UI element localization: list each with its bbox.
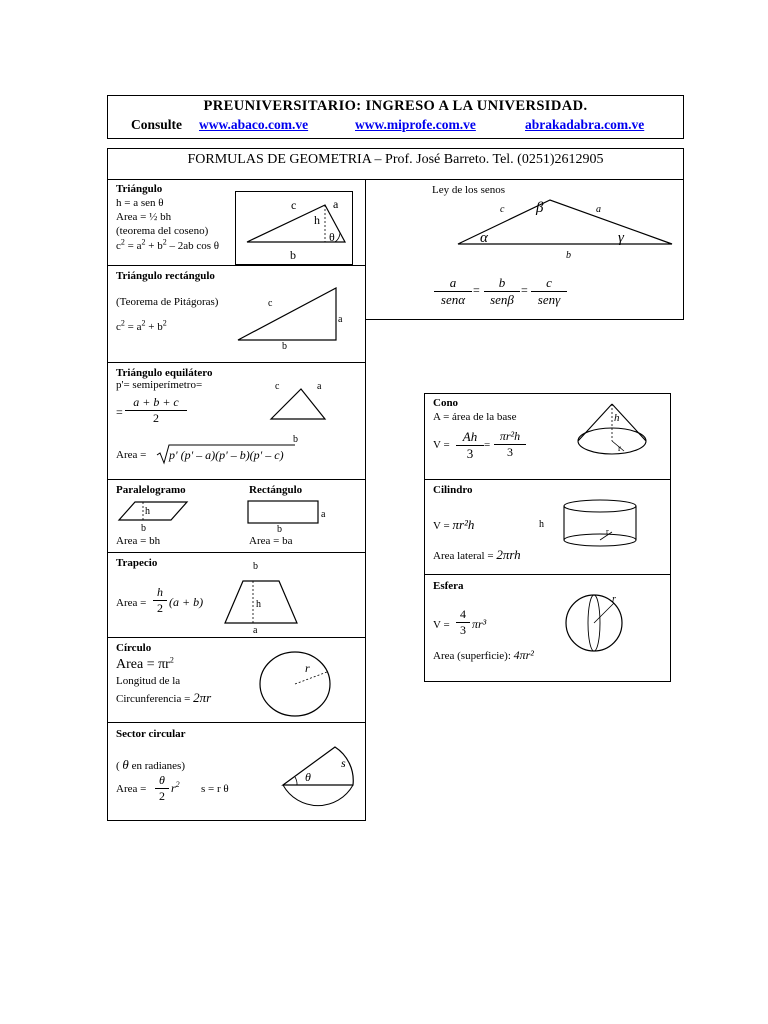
triequi-title: Triángulo equilátero [116, 367, 213, 379]
circulo-area: Area = $\pi r^2$ [116, 655, 174, 672]
fig-label-a: a [321, 509, 326, 520]
senos-fraction-a: a senα [434, 275, 472, 308]
triequi-sub: p'= semiperímetro= [116, 379, 203, 391]
ley-senos-figure [452, 190, 682, 262]
semiperimetro-fraction: a + b + c 2 [125, 395, 187, 426]
fig-label-a: a [596, 204, 601, 215]
trirect-sub: (Teorema de Pitágoras) [116, 296, 219, 308]
sector-area-label: Area = [116, 783, 147, 795]
esfera-fraction: 4 3 [456, 607, 470, 638]
triequi-figure [267, 379, 337, 447]
fig-label-beta: β [536, 200, 544, 216]
header-title: PREUNIVERSITARIO: INGRESO A LA UNIVERSIDAD. [203, 98, 588, 114]
cell-triangulo-rectangulo [107, 266, 366, 363]
cell-triangulo-equilatero [107, 363, 366, 480]
fig-label-h: h [145, 506, 150, 517]
triangulo-title: Triángulo [116, 183, 163, 195]
sector-figure [277, 745, 367, 817]
fig-label-b: b [277, 524, 282, 535]
paralelogramo-title: Paralelogramo [116, 484, 186, 496]
triangulo-line1: h = a sen θ [116, 197, 164, 209]
trirect-title: Triángulo rectángulo [116, 270, 215, 282]
fig-label-b: b [253, 561, 258, 572]
pitagoras-formula: $c^2 = a^2 + b^2$ [116, 318, 167, 333]
esfera-v-label: V = [433, 619, 450, 631]
fig-label-s: s [341, 756, 346, 770]
heron-formula: p' (p' – a)(p' – b)(p' – c) [169, 448, 284, 462]
senos-eq-1: = [473, 283, 480, 297]
senos-eq-2: = [521, 283, 528, 297]
fig-label-c: c [291, 198, 297, 212]
circulo-long1: Longitud de la [116, 675, 181, 687]
link-abaco[interactable]: www.abaco.com.ve [199, 117, 309, 132]
fig-label-c: c [500, 204, 505, 215]
cell-cilindro [424, 480, 671, 575]
link-miprofe[interactable]: www.miprofe.com.ve [355, 117, 476, 132]
cilindro-lateral: Area lateral = 2πrh [433, 547, 521, 562]
fig-label-theta: θ [305, 770, 311, 784]
sector-sub: ( θ en radianes) [116, 757, 186, 772]
triangulo-figure [235, 191, 353, 265]
fig-label-h: h [256, 599, 261, 610]
triangulo-line3: (teorema del coseno) [116, 225, 209, 237]
sector-s-formula: s = r θ [201, 783, 229, 795]
trapecio-fraction: h 2 [153, 585, 167, 616]
fig-label-c: c [268, 298, 273, 309]
circulo-title: Círculo [116, 642, 152, 654]
trapecio-paren: (a + b) [169, 595, 204, 609]
fig-label-b: b [282, 341, 287, 352]
fig-label-alpha: α [480, 230, 488, 246]
fig-label-a: a [333, 197, 339, 211]
cono-figure [574, 401, 654, 471]
fig-label-h: h [539, 519, 544, 530]
trapecio-figure [219, 557, 319, 637]
rectangulo-area: Area = ba [249, 535, 293, 547]
cono-eq: = [484, 439, 491, 451]
cono-title: Cono [433, 397, 459, 409]
fig-label-h: h [614, 412, 620, 424]
cono-fraction-2: πr²h 3 [494, 429, 526, 460]
consult-label: Consulte [131, 117, 183, 132]
sector-r2: $r^2$ [171, 780, 180, 795]
cilindro-volume: V = πr²h [433, 517, 475, 532]
cilindro-figure [536, 496, 646, 556]
cell-circulo [107, 638, 366, 723]
cell-triangulo [107, 179, 366, 266]
link-abrakadabra[interactable]: abrakadabra.com.ve [525, 117, 645, 132]
fig-label-gamma: γ [618, 230, 624, 246]
cell-esfera [424, 575, 671, 682]
paralelogramo-figure [117, 498, 197, 534]
triangulo-line2: Area = ½ bh [116, 211, 172, 223]
cell-sector [107, 723, 366, 820]
coseno-formula: $c^2 = a^2 + b^2 - 2ab$ cos θ [116, 237, 220, 252]
cono-fraction-1: Ah 3 [456, 429, 484, 462]
fig-label-r: r [606, 527, 609, 536]
main-title: FORMULAS DE GEOMETRIA – Prof. José Barreto. Tel. (0251)2612905 [187, 152, 604, 167]
sector-title: Sector circular [116, 728, 186, 740]
fig-label-c: c [275, 381, 280, 392]
trirect-figure [232, 284, 352, 354]
triequi-area-label: Area = [116, 449, 147, 461]
senos-fraction-b: b senβ [484, 275, 520, 308]
cell-trapecio [107, 553, 366, 638]
rectangulo-title: Rectángulo [249, 484, 303, 496]
rectangulo-figure [247, 500, 337, 536]
circulo-figure [257, 650, 337, 720]
esfera-figure [564, 593, 634, 657]
fig-label-b: b [293, 434, 298, 445]
fig-label-a: a [253, 625, 258, 636]
circulo-long2: Circunferencia = 2πr [116, 690, 212, 705]
fig-label-a: a [317, 381, 322, 392]
sector-fraction: θ 2 [155, 773, 169, 804]
fig-label-b: b [141, 523, 146, 534]
cell-paralelogramo-rectangulo [107, 480, 366, 553]
paralelogramo-area: Area = bh [116, 535, 161, 547]
trapecio-title: Trapecio [116, 557, 158, 569]
triequi-eq: = [116, 405, 123, 419]
esfera-superficie: Area (superficie): 4πr² [433, 648, 534, 662]
ley-senos-title: Ley de los senos [432, 184, 506, 196]
esfera-title: Esfera [433, 580, 464, 592]
trapecio-area-label: Area = [116, 597, 147, 609]
cono-sub: A = área de la base [433, 411, 517, 423]
fig-label-b: b [290, 248, 296, 262]
fig-label-theta: θ [329, 230, 335, 244]
fig-label-h: h [314, 213, 320, 227]
fig-label-b: b [566, 250, 571, 261]
esfera-v-formula: πr³ [472, 617, 487, 631]
fig-label-a: a [338, 314, 343, 325]
senos-fraction-c: c senγ [531, 275, 567, 308]
cell-cono [424, 393, 671, 480]
cono-v-label: V = [433, 439, 450, 451]
fig-label-r: r [305, 661, 310, 675]
cilindro-title: Cilindro [433, 484, 473, 496]
fig-label-r: r [612, 594, 616, 605]
fig-label-r: r [618, 443, 621, 453]
